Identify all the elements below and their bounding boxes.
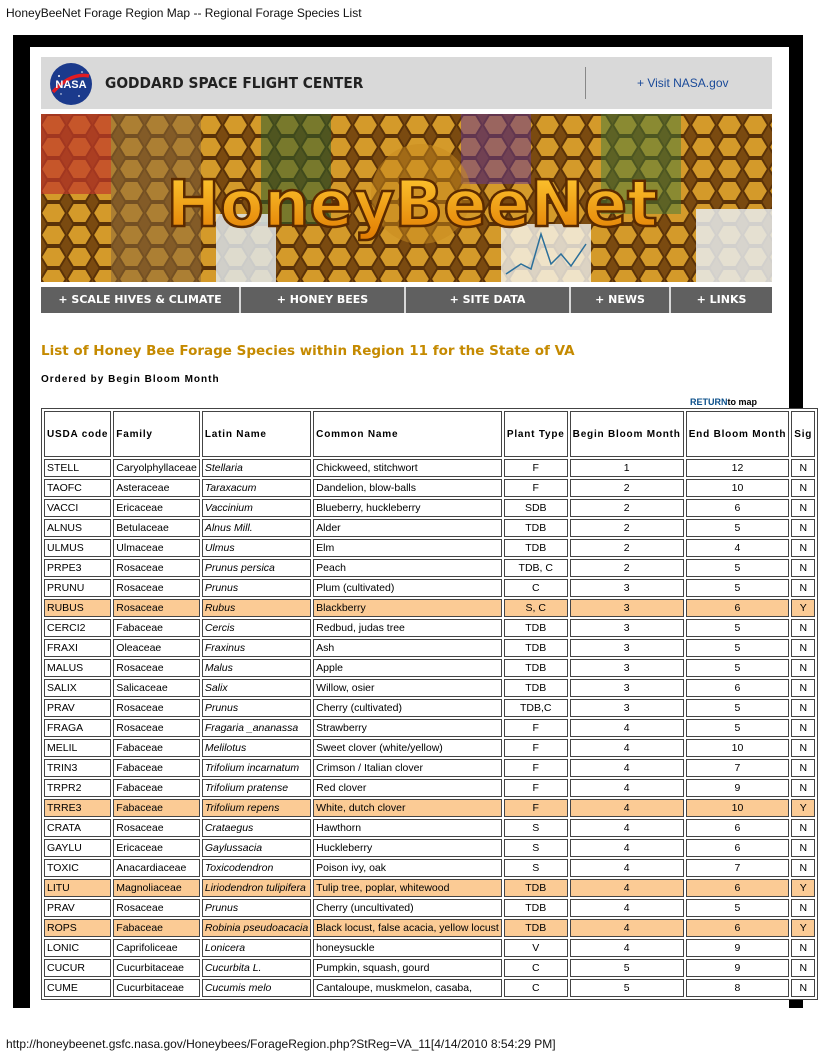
cell-family: Rosaceae: [113, 719, 200, 737]
cell-latin-name: Cucumis melo: [202, 979, 311, 997]
cell-sig: N: [791, 939, 815, 957]
cell-usda-code: GAYLU: [44, 839, 111, 857]
cell-end-bloom: 9: [686, 939, 790, 957]
cell-begin-bloom: 3: [570, 699, 684, 717]
cell-end-bloom: 12: [686, 459, 790, 477]
cell-sig: N: [791, 719, 815, 737]
table-row: [44, 579, 815, 597]
cell-begin-bloom: 4: [570, 839, 684, 857]
cell-plant-type: SDB: [504, 499, 568, 517]
ordered-by-label: Ordered by Begin Bloom Month: [41, 374, 220, 385]
cell-begin-bloom: 4: [570, 759, 684, 777]
cell-latin-name: Prunus persica: [202, 559, 311, 577]
cell-family: Ericaceae: [113, 839, 200, 857]
cell-family: Cucurbitaceae: [113, 979, 200, 997]
cell-begin-bloom: 4: [570, 899, 684, 917]
col-usda-code: USDA code: [44, 411, 111, 457]
cell-usda-code: LONIC: [44, 939, 111, 957]
cell-end-bloom: 5: [686, 619, 790, 637]
cell-common-name: Apple: [313, 659, 502, 677]
cell-sig: N: [791, 659, 815, 677]
table-row: [44, 939, 815, 957]
table-row: [44, 979, 815, 997]
col-plant-type: Plant Type: [504, 411, 568, 457]
cell-end-bloom: 6: [686, 819, 790, 837]
cell-common-name: Black locust, false acacia, yellow locust: [313, 919, 502, 937]
cell-common-name: Cherry (uncultivated): [313, 899, 502, 917]
cell-plant-type: TDB, C: [504, 559, 568, 577]
cell-plant-type: S, C: [504, 599, 568, 617]
cell-usda-code: PRUNU: [44, 579, 111, 597]
cell-end-bloom: 6: [686, 599, 790, 617]
cell-latin-name: Liriodendron tulipifera: [202, 879, 311, 897]
cell-family: Caprifoliceae: [113, 939, 200, 957]
gsfc-header: [41, 57, 772, 109]
cell-begin-bloom: 4: [570, 859, 684, 877]
col-family: Family: [113, 411, 200, 457]
table-row: [44, 599, 815, 617]
cell-usda-code: LITU: [44, 879, 111, 897]
cell-plant-type: C: [504, 959, 568, 977]
cell-common-name: Poison ivy, oak: [313, 859, 502, 877]
cell-begin-bloom: 2: [570, 479, 684, 497]
cell-common-name: Ash: [313, 639, 502, 657]
cell-end-bloom: 4: [686, 539, 790, 557]
cell-end-bloom: 6: [686, 499, 790, 517]
cell-plant-type: TDB: [504, 879, 568, 897]
cell-family: Fabaceae: [113, 779, 200, 797]
cell-sig: N: [791, 559, 815, 577]
cell-family: Fabaceae: [113, 739, 200, 757]
cell-plant-type: C: [504, 979, 568, 997]
cell-plant-type: F: [504, 459, 568, 477]
table-row: [44, 959, 815, 977]
cell-family: Salicaceae: [113, 679, 200, 697]
cell-plant-type: TDB: [504, 519, 568, 537]
cell-plant-type: TDB: [504, 639, 568, 657]
table-row: [44, 479, 815, 497]
cell-usda-code: STELL: [44, 459, 111, 477]
cell-common-name: Tulip tree, poplar, whitewood: [313, 879, 502, 897]
cell-plant-type: S: [504, 859, 568, 877]
cell-latin-name: Cucurbita L.: [202, 959, 311, 977]
table-row: [44, 519, 815, 537]
cell-begin-bloom: 2: [570, 539, 684, 557]
cell-usda-code: FRAXI: [44, 639, 111, 657]
cell-family: Rosaceae: [113, 659, 200, 677]
cell-family: Cucurbitaceae: [113, 959, 200, 977]
cell-usda-code: VACCI: [44, 499, 111, 517]
cell-end-bloom: 5: [686, 659, 790, 677]
table-row: [44, 719, 815, 737]
cell-begin-bloom: 4: [570, 819, 684, 837]
cell-family: Rosaceae: [113, 559, 200, 577]
cell-end-bloom: 5: [686, 519, 790, 537]
cell-usda-code: CERCI2: [44, 619, 111, 637]
return-to-map: [690, 397, 757, 407]
cell-family: Fabaceae: [113, 799, 200, 817]
cell-latin-name: Ulmus: [202, 539, 311, 557]
cell-common-name: Elm: [313, 539, 502, 557]
cell-plant-type: F: [504, 799, 568, 817]
cell-plant-type: TDB,C: [504, 699, 568, 717]
cell-common-name: Blueberry, huckleberry: [313, 499, 502, 517]
cell-family: Ulmaceae: [113, 539, 200, 557]
cell-sig: N: [791, 959, 815, 977]
table-row: [44, 459, 815, 477]
table-row: [44, 899, 815, 917]
table-row: [44, 919, 815, 937]
page-frame: [13, 35, 813, 1008]
cell-latin-name: Prunus: [202, 579, 311, 597]
cell-latin-name: Prunus: [202, 899, 311, 917]
cell-begin-bloom: 3: [570, 599, 684, 617]
cell-end-bloom: 5: [686, 699, 790, 717]
cell-latin-name: Robinia pseudoacacia: [202, 919, 311, 937]
cell-sig: N: [791, 679, 815, 697]
cell-sig: N: [791, 539, 815, 557]
cell-common-name: Peach: [313, 559, 502, 577]
cell-usda-code: CRATA: [44, 819, 111, 837]
cell-latin-name: Salix: [202, 679, 311, 697]
cell-sig: Y: [791, 799, 815, 817]
cell-sig: N: [791, 819, 815, 837]
cell-end-bloom: 6: [686, 879, 790, 897]
cell-common-name: Huckleberry: [313, 839, 502, 857]
cell-begin-bloom: 4: [570, 799, 684, 817]
col-begin-bloom: Begin Bloom Month: [570, 411, 684, 457]
nav-news[interactable]: + NEWS: [571, 287, 671, 313]
cell-latin-name: Melilotus: [202, 739, 311, 757]
cell-end-bloom: 6: [686, 839, 790, 857]
cell-sig: N: [791, 459, 815, 477]
cell-usda-code: MELIL: [44, 739, 111, 757]
cell-end-bloom: 5: [686, 719, 790, 737]
cell-end-bloom: 10: [686, 799, 790, 817]
cell-latin-name: Trifolium repens: [202, 799, 311, 817]
print-footer: http://honeybeenet.gsfc.nasa.gov/Honeybees/ForageRegion.php?StReg=VA_11[4/14/2010 8:54:29 PM]: [6, 1037, 556, 1051]
cell-family: Magnoliaceae: [113, 879, 200, 897]
cell-family: Caryolphyllaceae: [113, 459, 200, 477]
cell-end-bloom: 5: [686, 639, 790, 657]
table-row: [44, 879, 815, 897]
cell-common-name: Chickweed, stitchwort: [313, 459, 502, 477]
cell-common-name: Sweet clover (white/yellow): [313, 739, 502, 757]
cell-usda-code: RUBUS: [44, 599, 111, 617]
cell-plant-type: C: [504, 579, 568, 597]
col-latin-name: Latin Name: [202, 411, 311, 457]
col-sig: Sig: [791, 411, 815, 457]
cell-family: Betulaceae: [113, 519, 200, 537]
cell-begin-bloom: 2: [570, 519, 684, 537]
cell-end-bloom: 7: [686, 759, 790, 777]
cell-common-name: honeysuckle: [313, 939, 502, 957]
table-row: [44, 839, 815, 857]
cell-end-bloom: 5: [686, 899, 790, 917]
cell-sig: N: [791, 979, 815, 997]
table-row: [44, 499, 815, 517]
cell-sig: N: [791, 579, 815, 597]
cell-usda-code: ULMUS: [44, 539, 111, 557]
cell-plant-type: F: [504, 719, 568, 737]
cell-family: Rosaceae: [113, 819, 200, 837]
banner-title: HoneyBeeNet: [166, 168, 658, 242]
cell-usda-code: CUME: [44, 979, 111, 997]
cell-plant-type: V: [504, 939, 568, 957]
header-divider: [585, 67, 586, 99]
cell-sig: N: [791, 619, 815, 637]
cell-family: Fabaceae: [113, 759, 200, 777]
cell-usda-code: TRRE3: [44, 799, 111, 817]
banner-image: [41, 114, 772, 282]
cell-end-bloom: 5: [686, 559, 790, 577]
cell-sig: N: [791, 899, 815, 917]
cell-latin-name: Trifolium pratense: [202, 779, 311, 797]
cell-common-name: Dandelion, blow-balls: [313, 479, 502, 497]
nav-honey-bees[interactable]: + HONEY BEES: [241, 287, 406, 313]
cell-latin-name: Malus: [202, 659, 311, 677]
cell-latin-name: Taraxacum: [202, 479, 311, 497]
cell-common-name: Alder: [313, 519, 502, 537]
return-link[interactable]: RETURN: [690, 397, 728, 407]
table-row: [44, 739, 815, 757]
cell-common-name: Hawthorn: [313, 819, 502, 837]
cell-plant-type: F: [504, 479, 568, 497]
cell-plant-type: F: [504, 779, 568, 797]
cell-common-name: Strawberry: [313, 719, 502, 737]
cell-family: Ericaceae: [113, 499, 200, 517]
col-common-name: Common Name: [313, 411, 502, 457]
cell-latin-name: Stellaria: [202, 459, 311, 477]
cell-begin-bloom: 1: [570, 459, 684, 477]
cell-latin-name: Rubus: [202, 599, 311, 617]
cell-begin-bloom: 4: [570, 779, 684, 797]
print-header: HoneyBeeNet Forage Region Map -- Regional Forage Species List: [6, 6, 362, 20]
cell-family: Fabaceae: [113, 919, 200, 937]
cell-family: Rosaceae: [113, 579, 200, 597]
cell-begin-bloom: 4: [570, 719, 684, 737]
cell-common-name: Red clover: [313, 779, 502, 797]
cell-plant-type: TDB: [504, 679, 568, 697]
cell-usda-code: TAOFC: [44, 479, 111, 497]
cell-sig: N: [791, 699, 815, 717]
cell-common-name: Plum (cultivated): [313, 579, 502, 597]
cell-latin-name: Fragaria _ananassa: [202, 719, 311, 737]
cell-latin-name: Crataegus: [202, 819, 311, 837]
cell-common-name: Pumpkin, squash, gourd: [313, 959, 502, 977]
cell-sig: N: [791, 639, 815, 657]
table-header-row: [44, 411, 815, 457]
cell-common-name: Crimson / Italian clover: [313, 759, 502, 777]
cell-usda-code: ROPS: [44, 919, 111, 937]
cell-latin-name: Vaccinium: [202, 499, 311, 517]
cell-begin-bloom: 4: [570, 739, 684, 757]
cell-usda-code: FRAGA: [44, 719, 111, 737]
cell-common-name: Cherry (cultivated): [313, 699, 502, 717]
cell-latin-name: Cercis: [202, 619, 311, 637]
cell-family: Rosaceae: [113, 699, 200, 717]
cell-common-name: Willow, osier: [313, 679, 502, 697]
nav-scale-hives-climate[interactable]: + SCALE HIVES & CLIMATE: [41, 287, 241, 313]
cell-plant-type: F: [504, 739, 568, 757]
cell-plant-type: TDB: [504, 899, 568, 917]
cell-sig: N: [791, 859, 815, 877]
cell-common-name: White, dutch clover: [313, 799, 502, 817]
cell-latin-name: Fraxinus: [202, 639, 311, 657]
cell-begin-bloom: 5: [570, 959, 684, 977]
cell-end-bloom: 10: [686, 479, 790, 497]
cell-sig: N: [791, 499, 815, 517]
species-table-wrapper: [41, 408, 818, 1000]
cell-plant-type: TDB: [504, 919, 568, 937]
cell-usda-code: TOXIC: [44, 859, 111, 877]
cell-begin-bloom: 4: [570, 919, 684, 937]
cell-begin-bloom: 3: [570, 619, 684, 637]
cell-plant-type: S: [504, 839, 568, 857]
col-end-bloom: End Bloom Month: [686, 411, 790, 457]
table-row: [44, 819, 815, 837]
table-row: [44, 659, 815, 677]
cell-plant-type: F: [504, 759, 568, 777]
cell-family: Rosaceae: [113, 599, 200, 617]
cell-latin-name: Lonicera: [202, 939, 311, 957]
cell-family: Oleaceae: [113, 639, 200, 657]
cell-begin-bloom: 4: [570, 939, 684, 957]
cell-family: Fabaceae: [113, 619, 200, 637]
species-table: [41, 408, 818, 1000]
cell-usda-code: SALIX: [44, 679, 111, 697]
cell-latin-name: Alnus Mill.: [202, 519, 311, 537]
table-row: [44, 539, 815, 557]
cell-usda-code: TRIN3: [44, 759, 111, 777]
cell-usda-code: MALUS: [44, 659, 111, 677]
cell-usda-code: CUCUR: [44, 959, 111, 977]
page-content: [30, 47, 813, 1008]
table-row: [44, 619, 815, 637]
cell-family: Anacardiaceae: [113, 859, 200, 877]
cell-plant-type: TDB: [504, 539, 568, 557]
cell-begin-bloom: 3: [570, 679, 684, 697]
cell-latin-name: Trifolium incarnatum: [202, 759, 311, 777]
nav-links[interactable]: + LINKS: [696, 293, 747, 306]
cell-sig: N: [791, 479, 815, 497]
cell-sig: N: [791, 519, 815, 537]
table-row: [44, 699, 815, 717]
cell-end-bloom: 10: [686, 739, 790, 757]
cell-latin-name: Gaylussacia: [202, 839, 311, 857]
cell-plant-type: S: [504, 819, 568, 837]
cell-usda-code: PRAV: [44, 699, 111, 717]
cell-common-name: Cantaloupe, muskmelon, casaba,: [313, 979, 502, 997]
honeybeenet-banner: [41, 114, 772, 282]
cell-usda-code: TRPR2: [44, 779, 111, 797]
cell-sig: N: [791, 779, 815, 797]
nasa-logo-icon[interactable]: [49, 62, 93, 106]
cell-usda-code: PRPE3: [44, 559, 111, 577]
return-suffix: to map: [727, 397, 758, 407]
cell-end-bloom: 7: [686, 859, 790, 877]
cell-end-bloom: 5: [686, 579, 790, 597]
cell-begin-bloom: 2: [570, 499, 684, 517]
list-title: List of Honey Bee Forage Species within Region 11 for the State of VA: [41, 343, 575, 359]
visit-nasa-link[interactable]: + Visit NASA.gov: [637, 76, 729, 90]
cell-family: Rosaceae: [113, 899, 200, 917]
cell-end-bloom: 9: [686, 779, 790, 797]
cell-begin-bloom: 4: [570, 879, 684, 897]
cell-begin-bloom: 3: [570, 659, 684, 677]
cell-plant-type: TDB: [504, 659, 568, 677]
cell-end-bloom: 9: [686, 959, 790, 977]
cell-begin-bloom: 3: [570, 579, 684, 597]
cell-end-bloom: 8: [686, 979, 790, 997]
nasa-logo-text: NASA: [55, 79, 87, 91]
cell-begin-bloom: 5: [570, 979, 684, 997]
table-row: [44, 759, 815, 777]
cell-usda-code: ALNUS: [44, 519, 111, 537]
cell-common-name: Blackberry: [313, 599, 502, 617]
cell-latin-name: Toxicodendron: [202, 859, 311, 877]
table-row: [44, 679, 815, 697]
table-row: [44, 779, 815, 797]
center-title: GODDARD SPACE FLIGHT CENTER: [105, 74, 364, 92]
cell-sig: Y: [791, 599, 815, 617]
table-row: [44, 639, 815, 657]
table-row: [44, 559, 815, 577]
cell-family: Asteraceae: [113, 479, 200, 497]
nav-site-data[interactable]: + SITE DATA: [406, 287, 571, 313]
cell-end-bloom: 6: [686, 919, 790, 937]
cell-sig: Y: [791, 919, 815, 937]
cell-common-name: Redbud, judas tree: [313, 619, 502, 637]
table-row: [44, 799, 815, 817]
cell-begin-bloom: 3: [570, 639, 684, 657]
cell-sig: Y: [791, 879, 815, 897]
table-row: [44, 859, 815, 877]
cell-plant-type: TDB: [504, 619, 568, 637]
cell-latin-name: Prunus: [202, 699, 311, 717]
cell-usda-code: PRAV: [44, 899, 111, 917]
cell-sig: N: [791, 759, 815, 777]
cell-end-bloom: 6: [686, 679, 790, 697]
main-nav: [41, 287, 772, 313]
cell-begin-bloom: 2: [570, 559, 684, 577]
cell-sig: N: [791, 839, 815, 857]
cell-sig: N: [791, 739, 815, 757]
